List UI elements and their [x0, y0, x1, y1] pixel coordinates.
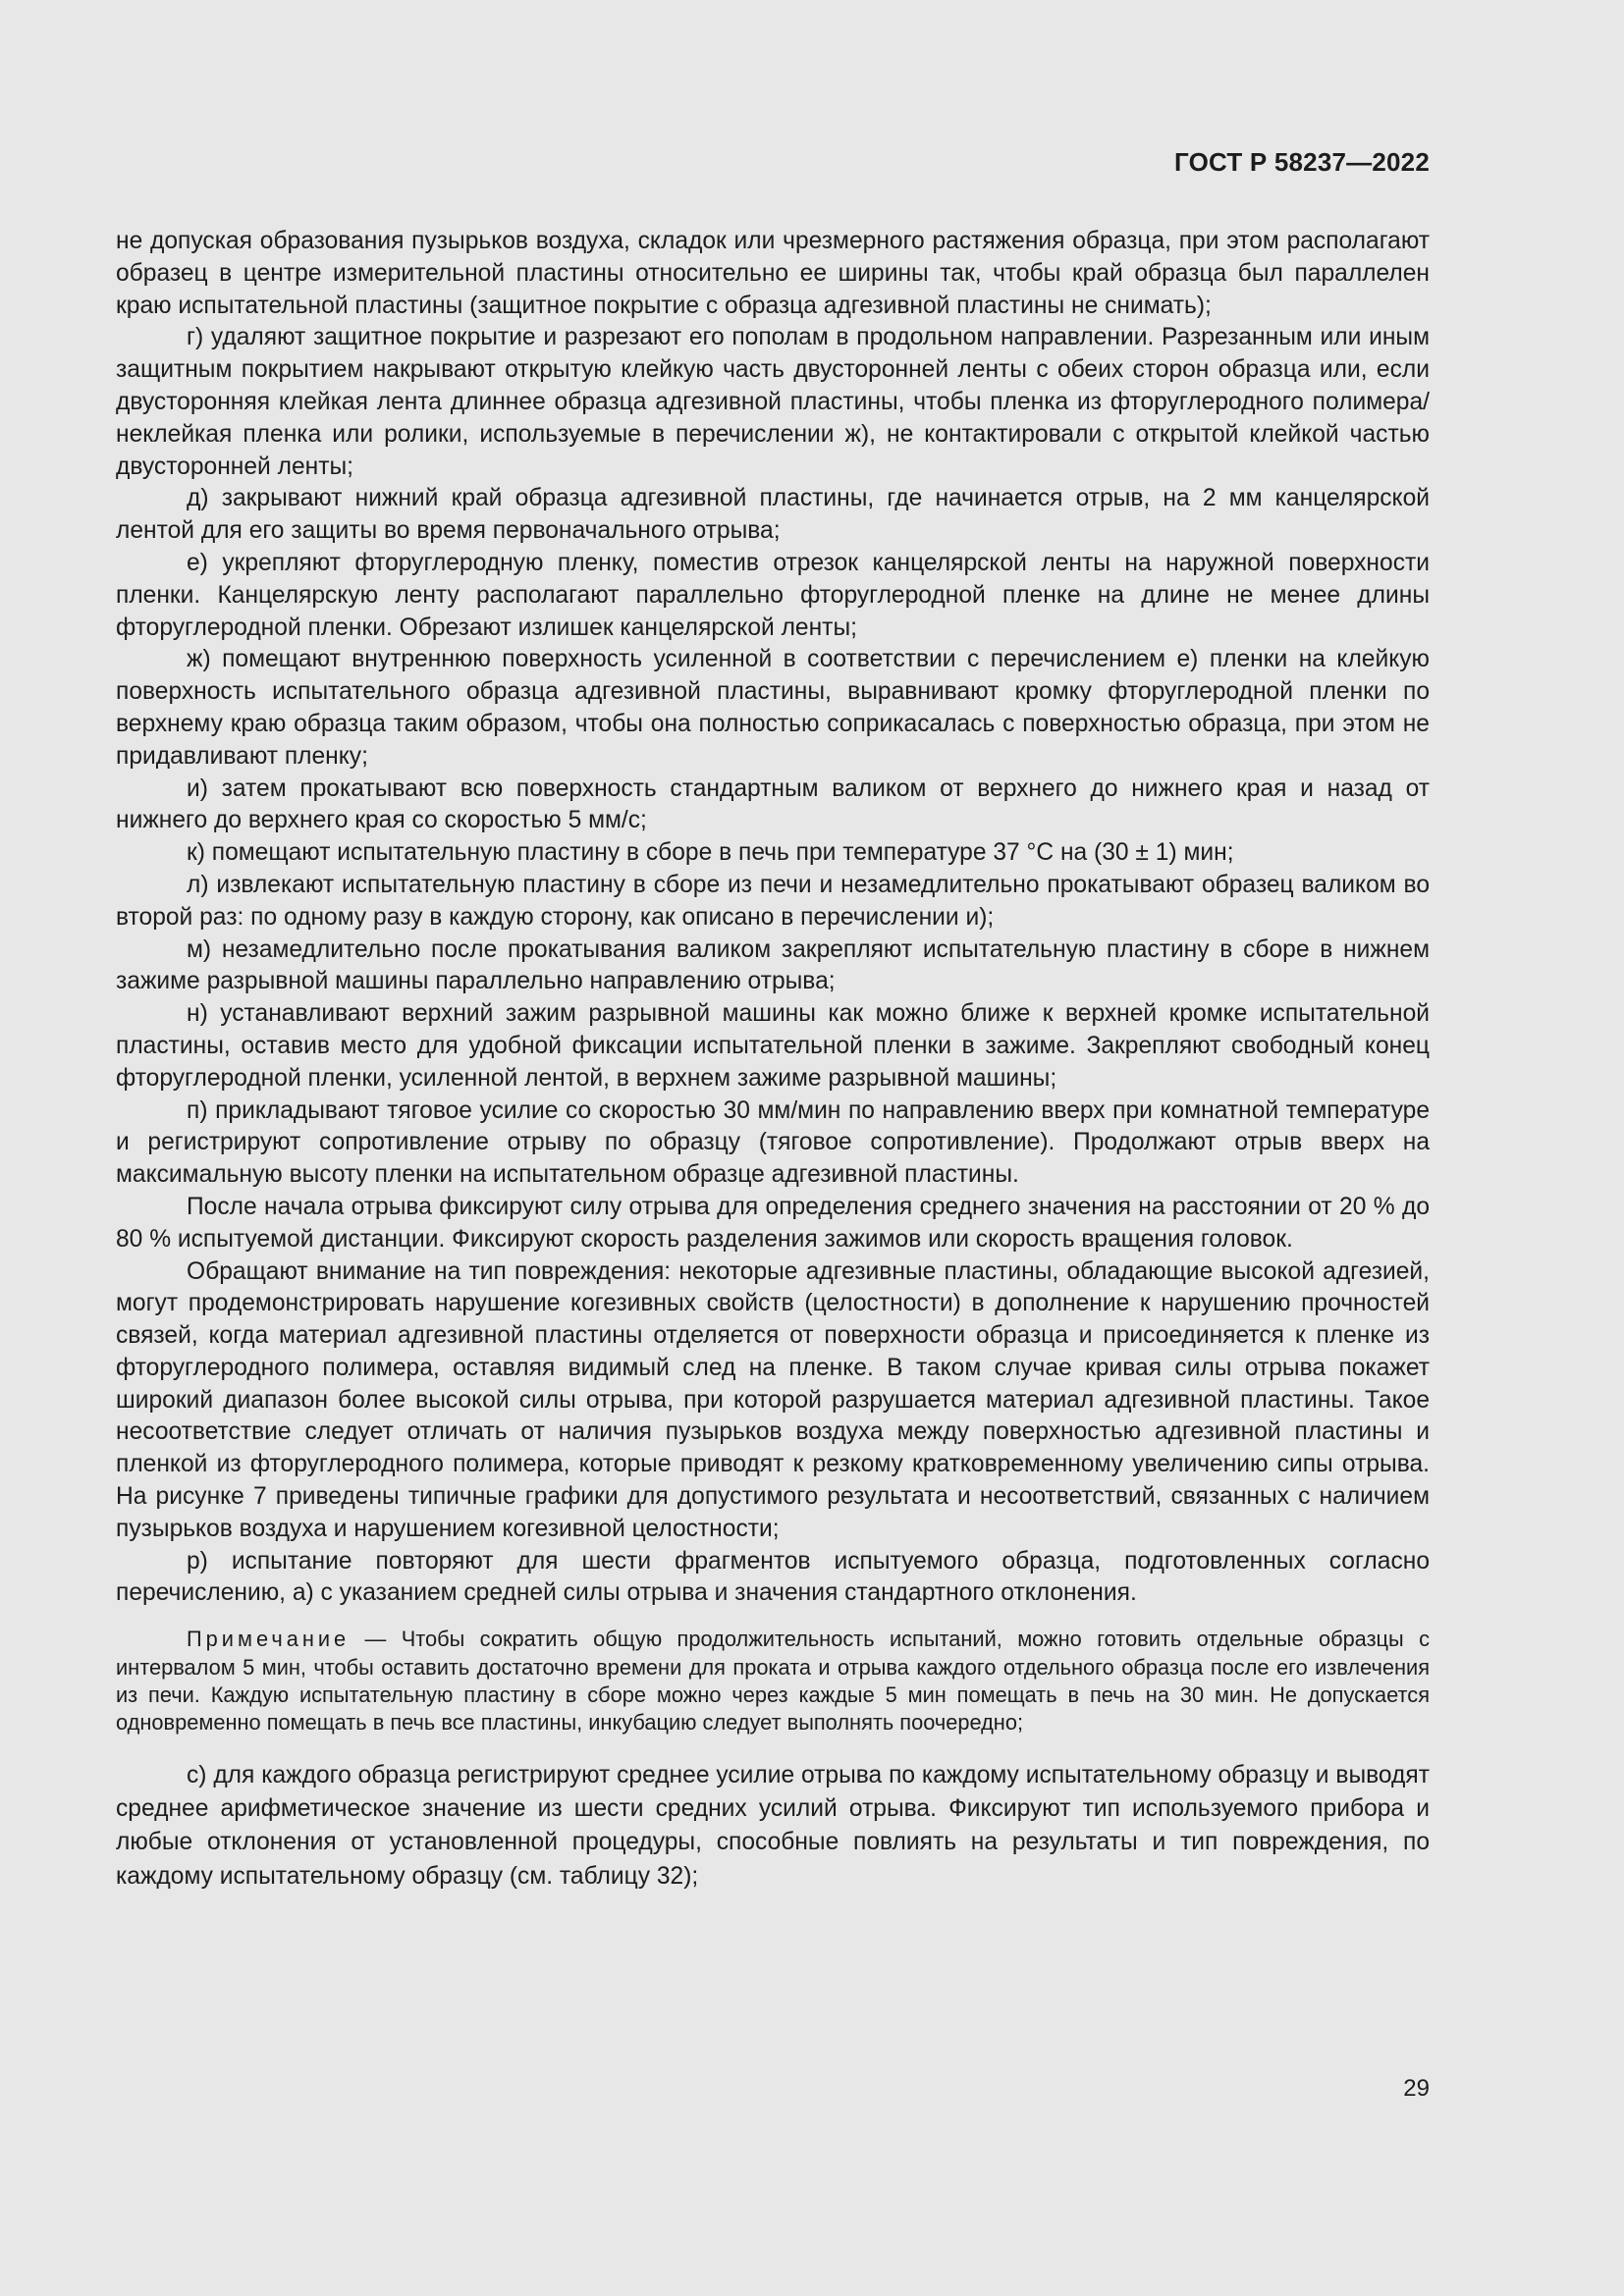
list-item-r: р) испытание повторяют для шести фрагментов испытуемого образца, подготовленных согласно перечислению, а) с указанием средней силы отрыва и значения стандартного отклонения.	[116, 1547, 1430, 1607]
list-item-d: д) закрывают нижний край образца адгезивной пластины, где начинается отрыв, на 2 мм канцелярской лентой для его защиты во время первоначального отрыва;	[116, 485, 1430, 545]
note-block	[116, 1626, 1430, 1737]
note-label: Примечание	[187, 1627, 351, 1652]
document-body	[116, 226, 1430, 1894]
list-item-e: е) укрепляют фторуглеродную пленку, поместив отрезок канцелярской ленты на наружной поверхности пленки. Канцелярскую ленту располагают параллельно фторуглеродной пленке на длине не менее длины фторуглеродной пленки. Обрезают излишек канцелярской ленты;	[116, 549, 1430, 641]
paragraph-peel-force: После начала отрыва фиксируют силу отрыва для определения среднего значения на расстоянии от 20 % до 80 % испытуемой дистанции. Фиксируют скорость разделения зажимов или скорость вращения головок.	[116, 1193, 1430, 1253]
paragraph-continuation: не допуская образования пузырьков воздуха, складок или чрезмерного растяжения образца, при этом располагают образец в центре измерительной пластины относительно ее ширины так, чтобы край образца был параллелен краю испытательной пластины (защитное покрытие с образца адгезивной пластины не снимать);	[116, 228, 1430, 319]
paragraph-damage-type: Обращают внимание на тип повреждения: некоторые адгезивные пластины, обладающие высокой адгезией, могут продемонстрировать нарушение когезивных свойств (целостности) в дополнение к нарушению прочностей связей, когда материал адгезивной пластины отделяется от поверхности образца и присоединяется к пленке из фторуглеродного полимера, оставляя видимый след на пленке. В таком случае кривая силы отрыва покажет широкий диапазон более высокой силы отрыва, при которой разрушается материал адгезивной пластины. Такое несоответствие следует отличать от наличия пузырьков воздуха между поверхностью адгезивной пластины и пленкой из фторуглеродного полимера, которые приводят к резкому кратковременному увеличению сипы отрыва. На рисунке 7 приведены типичные графики для допустимого результата и несоответствий, связанных с наличием пузырьков воздуха и нарушением когезивной целостности;	[116, 1257, 1430, 1542]
list-item-p: п) прикладывают тяговое усилие со скоростью 30 мм/мин по направлению вверх при комнатной температуре и регистрируют сопротивление отрыву по образцу (тяговое сопротивление). Продолжают отрыв вверх на максимальную высоту пленки на испытательном образце адгезивной пластины.	[116, 1096, 1430, 1189]
list-item-i: и) затем прокатывают всю поверхность стандартным валиком от верхнего до нижнего края и назад от нижнего до верхнего края со скоростью 5 мм/с;	[116, 774, 1430, 834]
list-item-zh: ж) помещают внутреннюю поверхность усиленной в соответствии с перечислением е) пленки на клейкую поверхность испытательного образца адгезивной пластины, выравнивают кромку фторуглеродной пленки по верхнему краю образца таким образом, чтобы она полностью соприкасалась с поверхностью образца, при этом не придавливают пленку;	[116, 646, 1430, 770]
page-number: 29	[1403, 2075, 1430, 2102]
note-text: — Чтобы сократить общую продолжительность испытаний, можно готовить отдельные образцы с интервалом 5 мин, чтобы оставить достаточно времени для проката и отрыва каждого отдельного образца после его извлечения из печи. Каждую испытательную пластину в сборе можно через каждые 5 мин помещать в печь на 30 мин. Не допускается одновременно помещать в печь все пластины, инкубацию следует выполнять поочередно;	[116, 1627, 1430, 1735]
list-item-l: л) извлекают испытательную пластину в сборе из печи и незамедлительно прокатывают образец валиком во второй раз: по одному разу в каждую сторону, как описано в перечислении и);	[116, 871, 1430, 931]
list-item-n: н) устанавливают верхний зажим разрывной машины как можно ближе к верхней кромке испытательной пластины, оставив место для удобной фиксации испытательной пленки в зажиме. Закрепляют свободный конец фторуглеродной пленки, усиленной лентой, в верхнем зажиме разрывной машины;	[116, 1000, 1430, 1092]
list-item-s: с) для каждого образца регистрируют среднее усилие отрыва по каждому испытательному образцу и выводят среднее арифметическое значение из шести средних усилий отрыва. Фиксируют тип используемого прибора и любые отклонения от установленной процедуры, способные повлиять на результаты и тип повреждения, по каждому испытательному образцу (см. таблицу 32);	[116, 1761, 1430, 1890]
list-item-g: г) удаляют защитное покрытие и разрезают его пополам в продольном направлении. Разрезанным или иным защитным покрытием накрывают открытую клейкую часть двусторонней ленты с обеих сторон образца или, если двусторонняя клейкая лента длиннее образца адгезивной пластины, чтобы пленка из фторуглеродного полимера/неклейкая пленка или ролики, используемые в перечислении ж), не контактировали с открытой клейкой частью двусторонней ленты;	[116, 324, 1430, 480]
list-item-m: м) незамедлительно после прокатывания валиком закрепляют испытательную пластину в сборе в нижнем зажиме разрывной машины параллельно направлению отрыва;	[116, 935, 1430, 995]
document-header: ГОСТ Р 58237—2022	[1174, 147, 1430, 177]
list-item-k: к) помещают испытательную пластину в сборе в печь при температуре 37 °С на (30 ± 1) мин;	[187, 839, 1234, 867]
